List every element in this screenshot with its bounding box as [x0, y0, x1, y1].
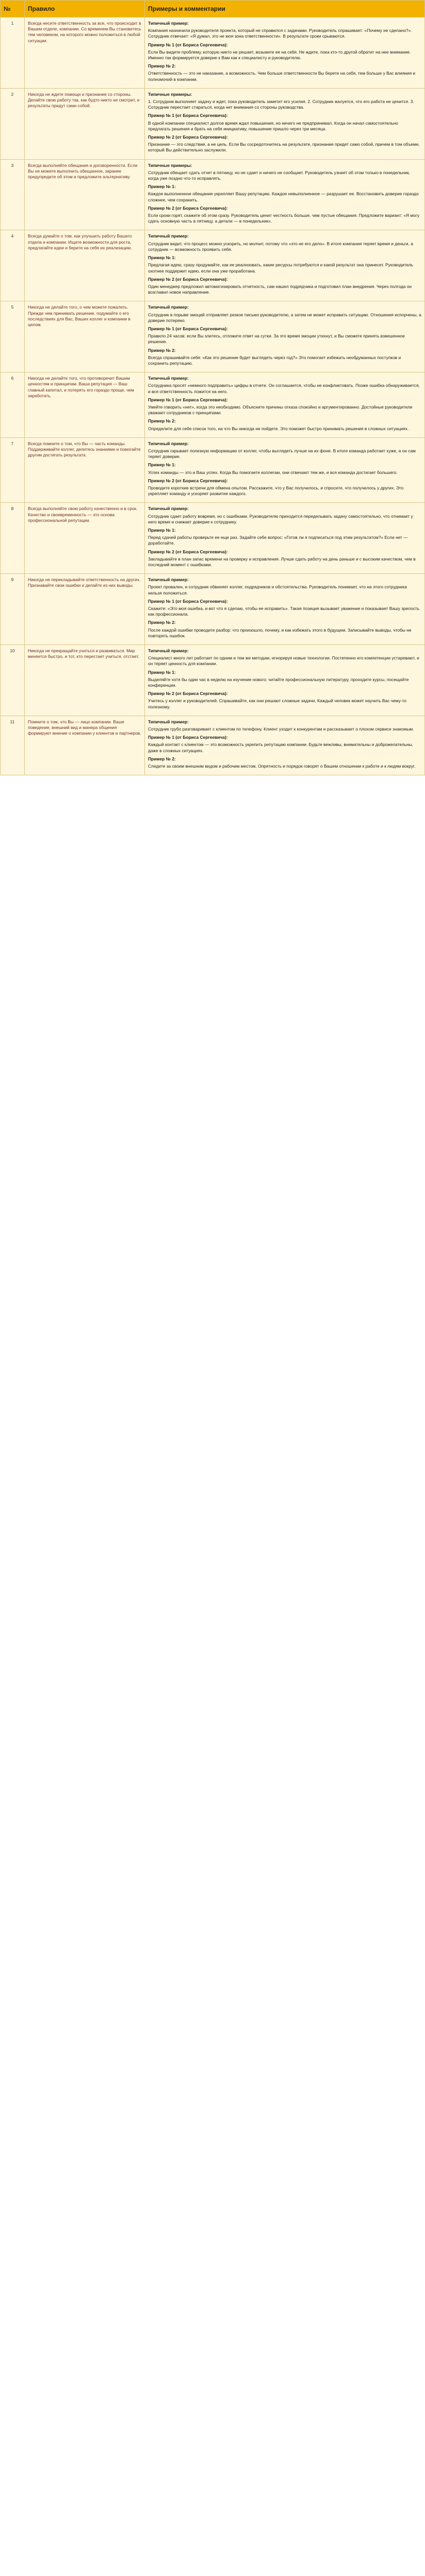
examples-cell — [145, 18, 425, 89]
example-text: Умейте говорить «нет», когда это необходимо. Объясните причины отказа спокойно и аргументированно. Достойные руководители уважают сотрудников с принципами. — [148, 404, 413, 416]
example-text: 1. Сотрудник выполняет задачу и ждет, пока руководитель заметит его усилия. 2. Сотрудник жалуется, что его работа не ценится. 3. Сотрудник перестает стараться, когда нет внимания со стороны руководства. — [148, 99, 414, 110]
rule-text: Никогда не ждите помощи и признания со стороны. Делайте свою работу так, как будто никто не смотрит, и результаты придут сами собой. — [25, 88, 145, 159]
example-text: Сотрудник обещает сдать отчет в пятницу, но не сдает и ничего не сообщает. Руководитель узнает об этом только в понедельник, когда уже поздно что-то исправлять. — [148, 170, 410, 181]
example-text: Проводите короткие встречи для обмена опытом. Расскажите, что у Вас получилось, и спросите, что получилось у других. Это укрепляет команду и ускоряет развитие каждого. — [148, 485, 404, 497]
table-row — [1, 18, 425, 89]
rules-table — [0, 0, 425, 775]
rule-text: Всегда несите ответственность за все, что происходит в Вашем отделе, компании. Со временем Вы становитесь тем человеком, на которого можно положиться в любой ситуации. — [25, 18, 145, 89]
example-block — [148, 691, 421, 710]
example-block — [148, 184, 421, 203]
example-title: Пример № 2: — [148, 63, 176, 69]
example-title: Пример № 1: — [148, 462, 176, 468]
example-title: Типичный пример: — [148, 577, 189, 583]
example-text: Если Вы видите проблему, которую никто не решает, возьмите ее на себя. Не ждите, пока кто-то другой обратит на нее внимание. Именно так формируется доверие к Вам как к специалисту и руководителю. — [148, 49, 411, 61]
examples-cell — [145, 301, 425, 372]
example-block — [148, 304, 421, 324]
row-number: 2 — [1, 88, 25, 159]
header-examples: Примеры и комментарии — [145, 1, 425, 18]
example-title: Типичные примеры: — [148, 91, 192, 97]
rule-text: Всегда помните о том, что Вы — часть команды. Поддерживайте коллег, делитесь знаниями и помогайте другим достигать результата. — [25, 437, 145, 503]
example-title: Типичный пример: — [148, 440, 189, 446]
example-block — [148, 506, 421, 525]
example-block — [148, 134, 421, 154]
examples-cell — [145, 716, 425, 775]
example-title: Пример № 2 (от Бориса Сергеевича): — [148, 478, 228, 483]
table-row — [1, 503, 425, 574]
example-block — [148, 63, 421, 82]
example-block — [148, 348, 421, 367]
header-number: № — [1, 1, 25, 18]
example-title: Пример № 1 (от Бориса Сергеевича): — [148, 397, 228, 402]
example-text: Сотрудник скрывает полезную информацию от коллег, чтобы выглядеть лучше на их фоне. В итоге команда работает хуже, а он сам теряет доверие. — [148, 448, 416, 460]
example-text: Выделяйте хотя бы один час в неделю на изучение нового: читайте профессиональную литературу, проходите курсы, посещайте конференции. — [148, 676, 409, 688]
row-number: 7 — [1, 437, 25, 503]
example-title: Пример № 2: — [148, 756, 176, 761]
example-title: Пример № 2 (от Бориса Сергеевича): — [148, 549, 228, 554]
example-title: Пример № 1: — [148, 669, 176, 675]
examples-cell — [145, 88, 425, 159]
row-number: 3 — [1, 159, 25, 230]
row-number: 8 — [1, 503, 25, 574]
examples-cell — [145, 372, 425, 438]
example-block — [148, 42, 421, 61]
example-text: Скажите: «Это моя ошибка, и вот что я сделаю, чтобы ее исправить». Такая позиция вызывает уважение и показывает Вашу зрелость как профессионала. — [148, 606, 420, 617]
example-title: Пример № 2 (от Бориса Сергеевича): — [148, 276, 228, 282]
example-text: Компания назначила руководителя проекта, который не справился с задачами. Руководитель спрашивает: «Почему не сделано?». Сотрудник отвечает: «Я думал, это не моя зона ответственности». В результате сроки срываются. — [148, 28, 412, 39]
example-text: Если сроки горят, скажите об этом сразу. Руководитель ценит честность больше, чем пустые обещания. Предложите вариант: «Я могу сдать основную часть в пятницу, а детали — в понедельник». — [148, 213, 420, 224]
example-block — [148, 549, 421, 568]
example-title: Типичный пример: — [148, 648, 189, 654]
example-text: Каждый контакт с клиентом — это возможность укрепить репутацию компании. Будьте вежливы, внимательны и доброжелательны, даже в сложных ситуациях. — [148, 742, 413, 753]
example-block — [148, 756, 421, 769]
example-block — [148, 255, 421, 274]
example-text: Следите за своим внешним видом и рабочим местом. Опрятность и порядок говорят о Вашем отношении к работе и к людям вокруг. — [148, 764, 416, 769]
row-number: 4 — [1, 230, 25, 301]
example-title: Пример № 1: — [148, 255, 176, 261]
example-text: Всегда спрашивайте себя: «Как это решение будет выглядеть через год?» Это помогает избежать необдуманных поступков и сохранить репутацию. — [148, 354, 401, 366]
example-title: Пример № 1 (от Бориса Сергеевича): — [148, 113, 228, 118]
examples-cell — [145, 574, 425, 645]
example-text: Один менеджер предложил автоматизировать отчетность, сам нашел подрядчика и подготовил план внедрения. Через полгода он возглавил новое направление. — [148, 283, 412, 295]
row-number: 11 — [1, 716, 25, 775]
example-title: Пример № 2 (от Бориса Сергеевича): — [148, 205, 228, 211]
examples-cell — [145, 503, 425, 574]
example-title: Типичный пример: — [148, 233, 189, 239]
example-text: Каждое выполненное обещание укрепляет Вашу репутацию. Каждое невыполненное — разрушает ее. Восстановить доверие гораздо сложнее, чем сохранить. — [148, 191, 419, 202]
example-text: Закладывайте в план запас времени на проверку и исправления. Лучше сдать работу на день раньше и с высоким качеством, чем в последний момент с ошибками. — [148, 556, 416, 568]
example-block — [148, 478, 421, 497]
example-block — [148, 163, 421, 182]
table-header-row — [1, 1, 425, 18]
table-row — [1, 372, 425, 438]
table-row — [1, 88, 425, 159]
example-title: Пример № 1 (от Бориса Сергеевича): — [148, 42, 228, 47]
example-title: Типичные примеры: — [148, 162, 192, 168]
example-title: Пример № 2: — [148, 418, 176, 424]
header-rule: Правило — [25, 1, 145, 18]
example-block — [148, 735, 421, 754]
example-text: В одной компании специалист долгое время ждал повышения, но ничего не предпринимал. Когда он начал самостоятельно предлагать решения и брать на себя инициативу, повышение пришло через три месяца. — [148, 120, 398, 131]
examples-cell — [145, 645, 425, 716]
rule-text: Всегда выполняйте свою работу качественно и в срок. Качество и своевременность — это основа профессиональной репутации. — [25, 503, 145, 574]
example-text: Сотрудника просят «немного подправить» цифры в отчете. Он соглашается, чтобы не конфликтовать. Позже ошибка обнаруживается, и вся ответственность ложится на него. — [148, 383, 420, 394]
example-block — [148, 719, 421, 732]
example-block — [148, 620, 421, 639]
example-text: Проект провален, и сотрудник обвиняет коллег, подрядчиков и обстоятельства. Руководитель понимает, что на этого сотрудника нельзя положиться. — [148, 584, 407, 596]
example-text: Правило 24 часов: если Вы злитесь, отложите ответ на сутки. За это время эмоции утихнут, и Вы сможете принять взвешенное решение. — [148, 333, 405, 345]
example-title: Пример № 2 (от Бориса Сергеевича): — [148, 691, 228, 697]
example-text: Сотрудник в порыве эмоций отправляет резкое письмо руководителю, а затем не может исправить ситуацию. Отношения испорчены, а доверие потеряно. — [148, 312, 421, 323]
table-row — [1, 645, 425, 716]
table-row — [1, 574, 425, 645]
example-block — [148, 92, 421, 111]
example-text: Специалист много лет работает по одним и тем же методам, игнорируя новые технологии. Постепенно его компетенции устаревают, и он теряет ценность для компании. — [148, 655, 419, 667]
example-text: Ответственность — это не наказание, а возможность. Чем больше ответственности Вы берете на себя, тем больше у Вас влияния и полномочий в компании. — [148, 71, 416, 82]
example-block — [148, 577, 421, 596]
row-number: 9 — [1, 574, 25, 645]
example-block — [148, 21, 421, 40]
example-title: Типичный пример: — [148, 719, 189, 724]
example-block — [148, 326, 421, 345]
rule-text: Никогда не прекращайте учиться и развиваться. Мир меняется быстро, и тот, кто перестает учиться, отстает. — [25, 645, 145, 716]
rule-text: Никогда не делайте того, о чем можете пожалеть. Прежде чем принимать решение, подумайте о его последствиях для Вас, Ваших коллег и компании в целом. — [25, 301, 145, 372]
rule-text: Всегда думайте о том, как улучшить работу Вашего отдела и компании. Ищите возможности для роста, предлагайте идеи и берите на себя их реализацию. — [25, 230, 145, 301]
example-text: Предлагая идею, сразу продумайте, как ее реализовать, какие ресурсы потребуются и какой результат она принесет. Руководитель охотнее поддержит идею, если она уже проработана. — [148, 262, 414, 274]
example-text: Сотрудник видит, что процесс можно ускорить, но молчит, потому что «это не его дело». В итоге компания теряет время и деньги, а сотрудник — возможность проявить себя. — [148, 241, 413, 252]
table-row — [1, 230, 425, 301]
example-title: Пример № 2: — [148, 620, 176, 625]
example-block — [148, 113, 421, 132]
example-title: Типичный пример: — [148, 506, 189, 512]
example-title: Типичный пример: — [148, 376, 189, 381]
example-block — [148, 462, 421, 475]
example-block — [148, 648, 421, 667]
table-row — [1, 716, 425, 775]
example-block — [148, 670, 421, 689]
row-number: 10 — [1, 645, 25, 716]
example-title: Пример № 1 (от Бориса Сергеевича): — [148, 326, 228, 331]
example-title: Пример № 2 (от Бориса Сергеевича): — [148, 134, 228, 140]
examples-cell — [145, 230, 425, 301]
example-text: Определите для себя список того, на что Вы никогда не пойдете. Это поможет быстро принимать решения в сложных ситуациях. — [148, 426, 409, 431]
rule-text: Помните о том, что Вы — лицо компании. Ваше поведение, внешний вид и манера общения формируют мнение о компании у клиентов и партнеров. — [25, 716, 145, 775]
example-block — [148, 441, 421, 460]
example-block — [148, 206, 421, 225]
example-title: Типичный пример: — [148, 21, 189, 26]
example-title: Пример № 1: — [148, 184, 176, 190]
row-number: 5 — [1, 301, 25, 372]
table-row — [1, 301, 425, 372]
example-title: Типичный пример: — [148, 304, 189, 310]
table-row — [1, 437, 425, 503]
example-title: Пример № 2: — [148, 347, 176, 353]
example-title: Пример № 1: — [148, 528, 176, 533]
example-title: Пример № 1 (от Бориса Сергеевича): — [148, 735, 228, 740]
examples-cell — [145, 437, 425, 503]
example-title: Пример № 1 (от Бориса Сергеевича): — [148, 598, 228, 604]
example-block — [148, 277, 421, 296]
example-text: Успех команды — это и Ваш успех. Когда Вы помогаете коллегам, они отвечают тем же, и вся команда достигает большего. — [148, 469, 398, 475]
example-text: Сотрудник грубо разговаривает с клиентом по телефону. Клиент уходит к конкурентам и рассказывает о плохом сервисе знакомым. — [148, 726, 414, 732]
example-block — [148, 233, 421, 252]
example-text: Перед сдачей работы проверьте ее еще раз. Задайте себе вопрос: «Готов ли я подписаться под этим результатом?» Если нет — доработайте. — [148, 535, 408, 546]
rule-text: Всегда выполняйте обещания и договоренности. Если Вы не можете выполнить обещанное, заранее предупредите об этом и предложите альтернативу. — [25, 159, 145, 230]
table-row — [1, 159, 425, 230]
example-block — [148, 599, 421, 618]
row-number: 1 — [1, 18, 25, 89]
rule-text: Никогда не делайте того, что противоречит Вашим ценностям и принципам. Ваша репутация — Ваш главный капитал, и потерять его гораздо проще, чем заработать. — [25, 372, 145, 438]
rules-body — [1, 18, 425, 775]
example-text: Учитесь у коллег и руководителей. Спрашивайте, как они решают сложные задачи. Каждый человек может научить Вас чему-то полезному. — [148, 698, 406, 709]
example-text: Сотрудник сдает работу вовремя, но с ошибками. Руководителю приходится переделывать задачу самостоятельно, что отнимает у него время и снижает доверие к сотруднику. — [148, 513, 413, 524]
example-text: Признание — это следствие, а не цель. Если Вы сосредоточитесь на результате, признание придет само собой, причем в том объеме, который Вы действительно заслужили. — [148, 142, 420, 153]
examples-cell — [145, 159, 425, 230]
row-number: 6 — [1, 372, 25, 438]
example-block — [148, 397, 421, 416]
example-block — [148, 528, 421, 547]
example-block — [148, 376, 421, 395]
example-block — [148, 418, 421, 431]
rule-text: Никогда не перекладывайте ответственность на других. Признавайте свои ошибки и делайте из них выводы. — [25, 574, 145, 645]
example-text: После каждой ошибки проводите разбор: что произошло, почему, и как избежать этого в будущем. Записывайте выводы, чтобы не повторять ошибок. — [148, 627, 412, 638]
